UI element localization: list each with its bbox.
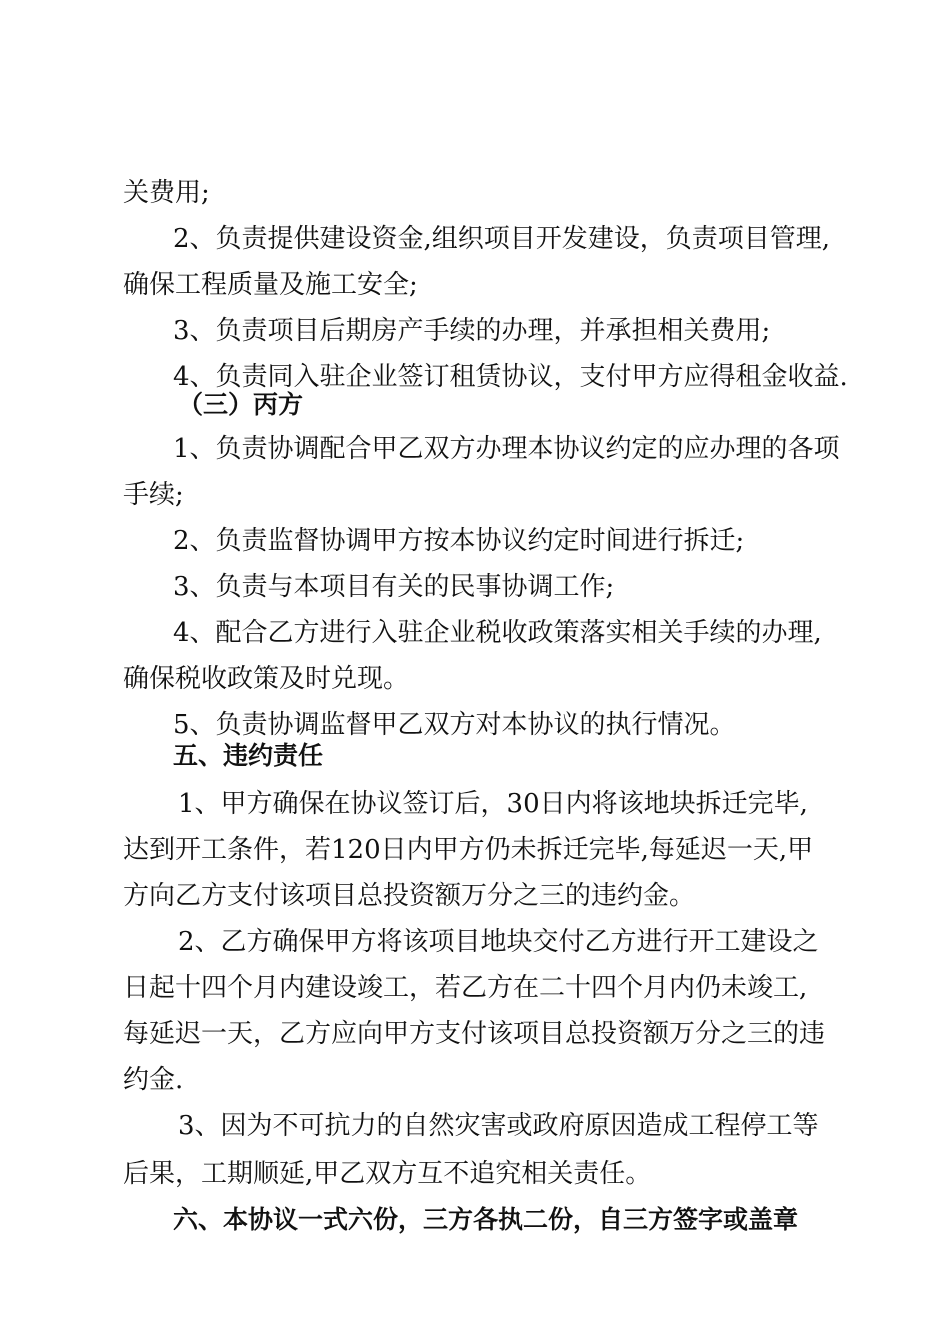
section-heading: 六、本协议一式六份，三方各执二份，自三方签字或盖章 xyxy=(173,1205,799,1234)
text-line: 3、因为不可抗力的自然灾害或政府原因造成工程停工等 xyxy=(178,1111,819,1141)
text-line: 约金. xyxy=(123,1065,184,1095)
text-line: 确保税收政策及时兑现。 xyxy=(123,664,410,694)
text-line: 达到开工条件，若120日内甲方仍未拆迁完毕,每延迟一天,甲 xyxy=(123,835,814,865)
text-line: 后果，工期顺延,甲乙双方互不追究相关责任。 xyxy=(123,1159,652,1189)
text-line: 4、负责同入驻企业签订租赁协议，支付甲方应得租金收益. xyxy=(173,362,848,392)
text-line: 手续; xyxy=(123,480,184,510)
text-line: 2、负责监督协调甲方按本协议约定时间进行拆迁; xyxy=(173,526,745,556)
section-heading: （三）丙方 xyxy=(178,390,304,419)
text-line: 1、负责协调配合甲乙双方办理本协议约定的应办理的各项 xyxy=(173,434,840,464)
text-line: 4、配合乙方进行入驻企业税收政策落实相关手续的办理, xyxy=(173,618,822,648)
text-line: 2、负责提供建设资金,组织项目开发建设，负责项目管理, xyxy=(173,224,831,254)
text-line: 5、负责协调监督甲乙双方对本协议的执行情况。 xyxy=(173,710,736,740)
text-line: 1、甲方确保在协议签订后，30日内将该地块拆迁完毕, xyxy=(178,789,808,819)
text-line: 日起十四个月内建设竣工，若乙方在二十四个月内仍未竣工, xyxy=(123,973,808,1003)
text-line: 2、乙方确保甲方将该项目地块交付乙方进行开工建设之 xyxy=(178,927,819,957)
text-line: 方向乙方支付该项目总投资额万分之三的违约金。 xyxy=(123,881,696,911)
text-line: 关费用; xyxy=(123,178,210,208)
section-heading: 五、违约责任 xyxy=(173,741,324,770)
text-line: 确保工程质量及施工安全; xyxy=(123,270,418,300)
text-line: 每延迟一天，乙方应向甲方支付该项目总投资额万分之三的违 xyxy=(123,1019,826,1049)
text-line: 3、负责项目后期房产手续的办理，并承担相关费用; xyxy=(173,316,771,346)
text-line: 3、负责与本项目有关的民事协调工作; xyxy=(173,572,615,602)
